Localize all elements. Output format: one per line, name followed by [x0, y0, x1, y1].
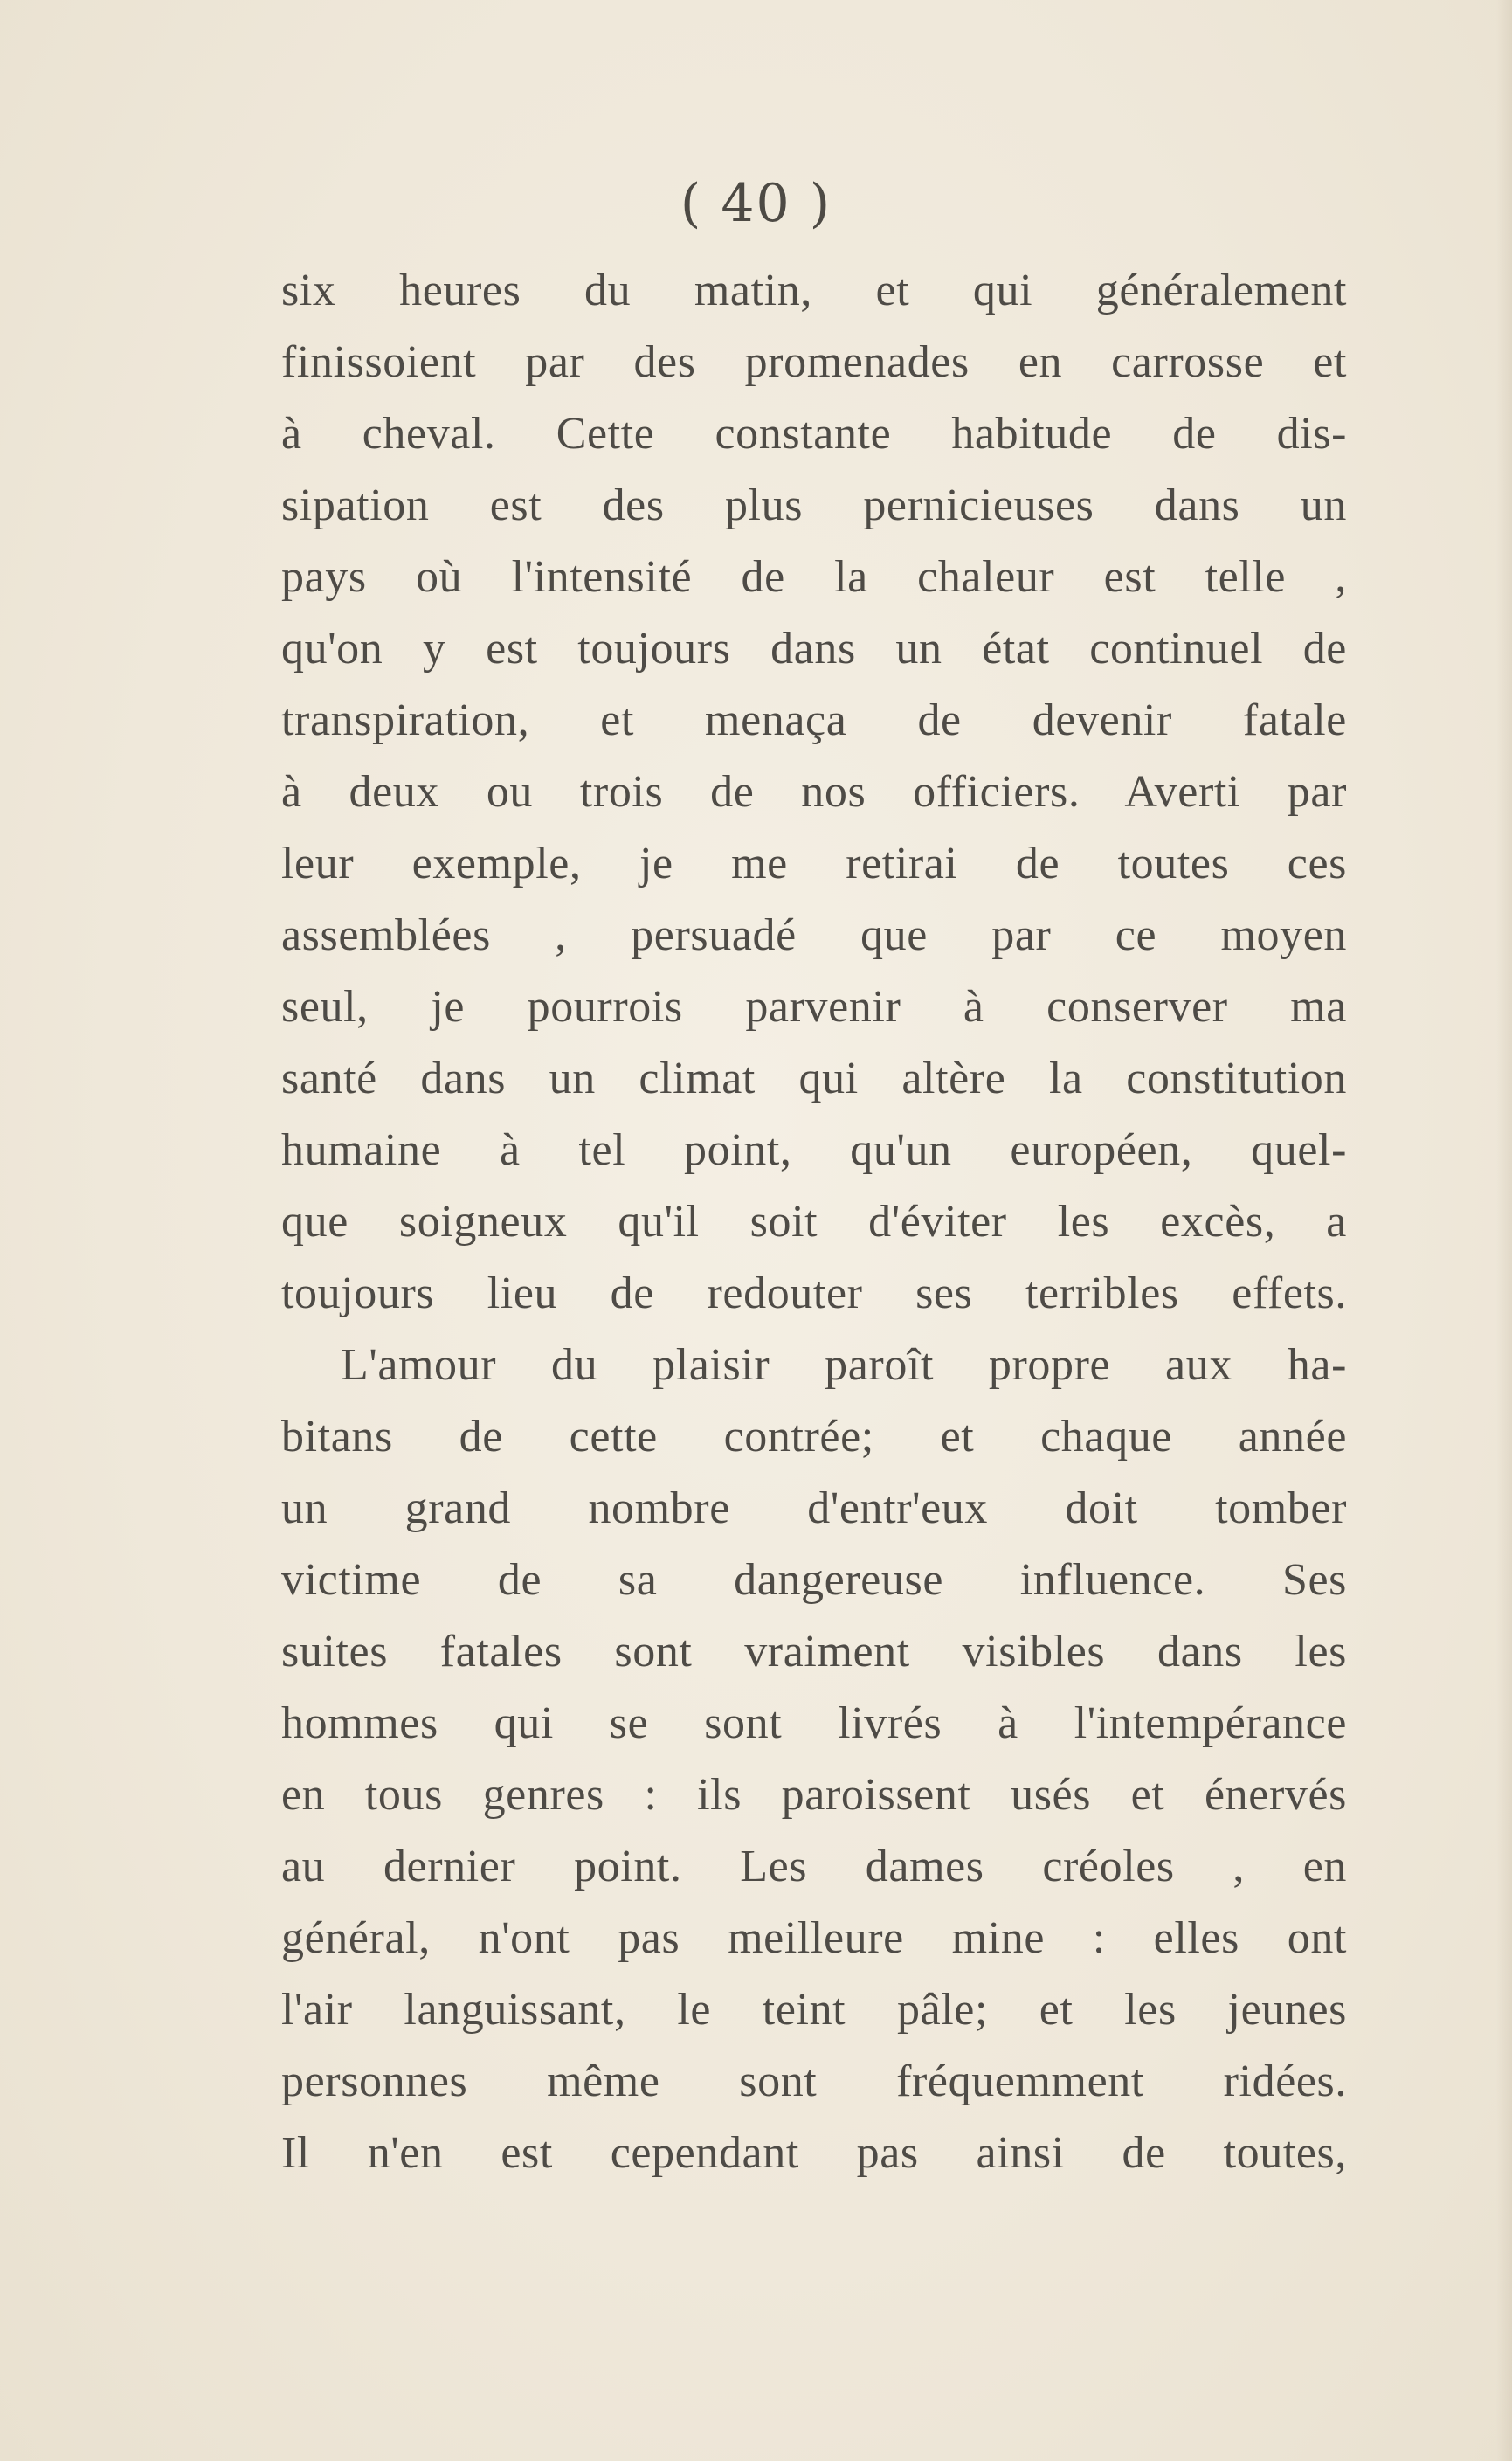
text-line: un grand nombre d'entr'eux doit tomber: [281, 1483, 1347, 1533]
text-line: humaine à tel point, qu'un européen, quel-: [281, 1125, 1347, 1175]
text-line: personnes même sont fréquemment ridées.: [281, 2057, 1347, 2106]
text-line: santé dans un climat qui altère la constitution: [281, 1054, 1347, 1103]
text-line: à cheval. Cette constante habitude de dis-: [281, 409, 1347, 459]
text-line: finissoient par des promenades en carrosse et: [281, 337, 1347, 387]
text-line: six heures du matin, et qui généralement: [281, 266, 1347, 315]
text-line: sipation est des plus pernicieuses dans un: [281, 480, 1347, 530]
text-line: suites fatales sont vraiment visibles dans les: [281, 1627, 1347, 1676]
text-line: pays où l'intensité de la chaleur est telle ,: [281, 552, 1347, 602]
text-line: que soigneux qu'il soit d'éviter les excès, a: [281, 1197, 1347, 1247]
page-edge-shadow: [1496, 0, 1512, 2461]
text-line: leur exemple, je me retirai de toutes ces: [281, 839, 1347, 888]
text-line: l'air languissant, le teint pâle; et les jeunes: [281, 1985, 1347, 2035]
text-line: général, n'ont pas meilleure mine : elles ont: [281, 1913, 1347, 1963]
text-line: victime de sa dangereuse influence. Ses: [281, 1555, 1347, 1605]
text-line: seul, je pourrois parvenir à conserver ma: [281, 982, 1347, 1032]
body-text: [281, 255, 1347, 2189]
text-line: transpiration, et menaça de devenir fatale: [281, 695, 1347, 745]
text-line: qu'on y est toujours dans un état continuel de: [281, 624, 1347, 674]
text-line: bitans de cette contrée; et chaque année: [281, 1412, 1347, 1462]
text-line: à deux ou trois de nos officiers. Averti par: [281, 767, 1347, 817]
text-line: assemblées , persuadé que par ce moyen: [281, 910, 1347, 960]
text-line: toujours lieu de redouter ses terribles effets.: [281, 1269, 1347, 1318]
page-number: ( 40 ): [680, 173, 832, 234]
text-line: au dernier point. Les dames créoles , en: [281, 1842, 1347, 1891]
text-line: hommes qui se sont livrés à l'intempérance: [281, 1698, 1347, 1748]
paragraph-start-line: L'amour du plaisir paroît propre aux ha-: [341, 1340, 1347, 1390]
text-line: en tous genres : ils paroissent usés et énervés: [281, 1770, 1347, 1820]
text-line: Il n'en est cependant pas ainsi de toutes,: [281, 2128, 1347, 2178]
